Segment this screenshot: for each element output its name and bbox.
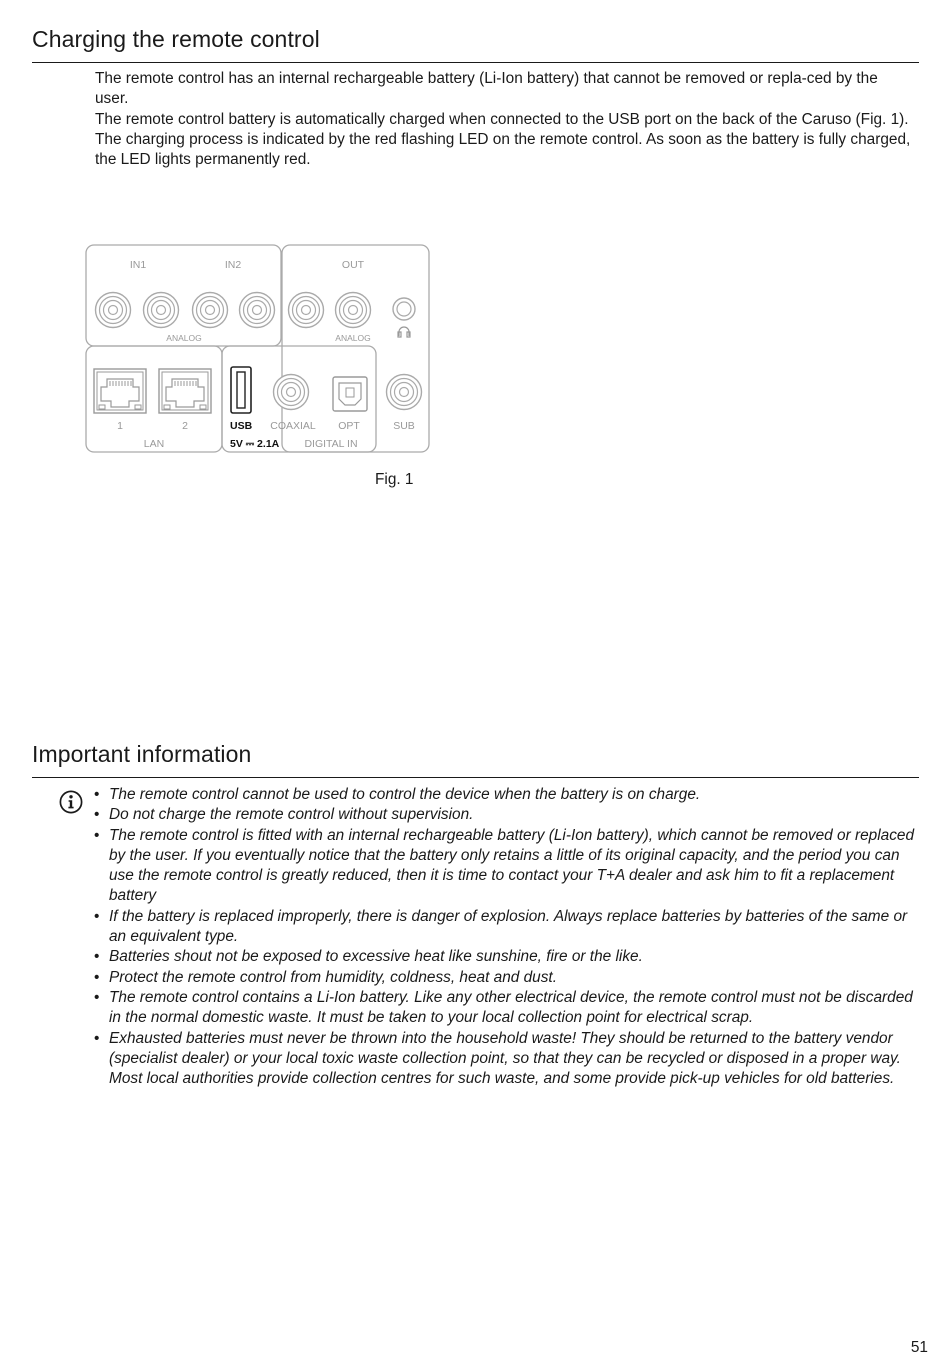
paragraph: The charging process is indicated by the red flashing LED on the remote control. As soon as the battery is fully charged, the LED lights permanently red. xyxy=(95,130,911,169)
rca-socket-out-left xyxy=(289,293,324,328)
in1-label: IN1 xyxy=(129,259,147,271)
lan-port-1 xyxy=(94,369,146,413)
coaxial-label: COAXIAL xyxy=(270,420,316,432)
analog-in-label: ANALOG xyxy=(166,333,202,343)
page-number: 51 xyxy=(910,1339,928,1356)
important-info-list xyxy=(93,785,919,1089)
sub-socket xyxy=(387,375,422,410)
rca-socket-in1-left xyxy=(96,293,131,328)
list-item: • If the battery is replaced improperly, there is danger of explosion. Always replace batteries by batteries of the same or an equivalent type. xyxy=(93,907,919,948)
rca-socket-out-right xyxy=(336,293,371,328)
lan2-label: 2 xyxy=(182,420,188,432)
lan1-label: 1 xyxy=(117,420,123,432)
optical-port xyxy=(333,377,367,411)
headphone-jack xyxy=(393,298,415,320)
lan-port-2 xyxy=(159,369,211,413)
opt-label: OPT xyxy=(338,420,360,432)
list-item: • Exhausted batteries must never be thrown into the household waste! They should be returned to the battery vendor (specialist dealer) or your local toxic waste collection point, so that they can be recycled or disposed in a proper way. Most local authorities provide collection centres for such waste, and some provide pick-up vehicles for old batteries. xyxy=(93,1029,919,1090)
section-title-important: Important information xyxy=(32,741,252,767)
usb-port xyxy=(231,367,251,413)
usb-rating-label: 5V ⎓ 2.1A xyxy=(230,438,280,450)
info-icon xyxy=(59,790,83,814)
rca-socket-in2-left xyxy=(193,293,228,328)
rca-socket-in1-right xyxy=(144,293,179,328)
lan-label: LAN xyxy=(143,438,165,450)
figure-caption: Fig. 1 xyxy=(375,471,414,488)
charging-text xyxy=(95,69,915,170)
section-rule xyxy=(32,62,919,63)
list-item: • Do not charge the remote control without supervision. xyxy=(93,805,919,825)
headphone-icon xyxy=(398,327,410,337)
list-item: • Batteries shout not be exposed to excessive heat like sunshine, fire or the like. xyxy=(93,947,919,967)
list-item: • The remote control contains a Li-Ion battery. Like any other electrical device, the remote control must not be discarded in the normal domestic waste. It must be taken to your local collection point for electrical scrap. xyxy=(93,988,919,1029)
usb-label: USB xyxy=(230,420,253,432)
paragraph: The remote control has an internal rechargeable battery (Li-Ion battery) that cannot be removed or repla-ced by the user. xyxy=(95,70,878,108)
rear-panel-figure xyxy=(84,243,431,454)
analog-out-label: ANALOG xyxy=(335,333,371,343)
in2-label: IN2 xyxy=(224,259,242,271)
out-label: OUT xyxy=(341,259,365,271)
paragraph: The remote control battery is automatically charged when connected to the USB port on the back of the Caruso (Fig. 1). xyxy=(95,110,909,128)
digital-in-label: DIGITAL IN xyxy=(304,438,358,450)
coaxial-socket xyxy=(274,375,309,410)
rca-socket-in2-right xyxy=(240,293,275,328)
list-item: • The remote control is fitted with an internal rechargeable battery (Li-Ion battery), which cannot be removed or replaced by the user. If you eventually notice that the battery only retains a little of its original capacity, and the period you can use the remote control is greatly reduced, then it is time to contact your T+A dealer and ask him to fit a replacement battery xyxy=(93,826,919,907)
list-item: • Protect the remote control from humidity, coldness, heat and dust. xyxy=(93,968,919,988)
sub-label: SUB xyxy=(393,420,415,432)
list-item: • The remote control cannot be used to control the device when the battery is on charge. xyxy=(93,785,919,805)
section-title-charging: Charging the remote control xyxy=(32,26,320,52)
section-rule xyxy=(32,777,919,778)
